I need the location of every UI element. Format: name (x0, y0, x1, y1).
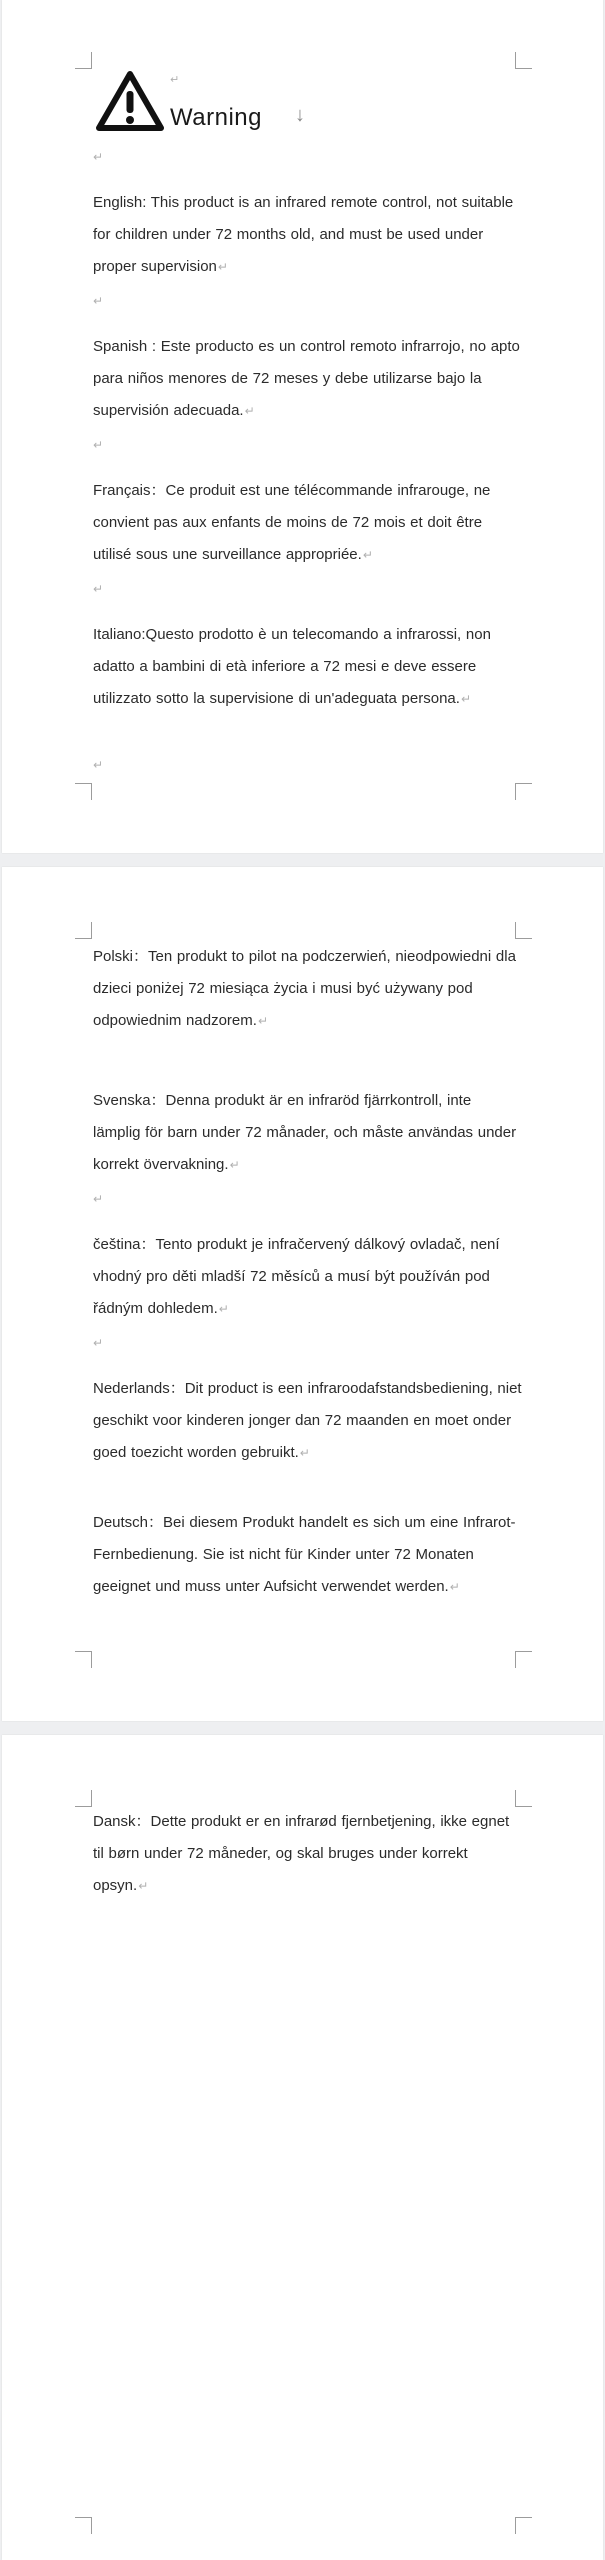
text-german: Deutsch：Bei diesem Produkt handelt es sich um eine Infrarot-Fernbedienung. Sie ist nicht für Kinder unter 72 Monaten geeignet und muss unter Aufsicht verwendet werden. (93, 1514, 516, 1595)
paragraph-dutch (93, 1373, 523, 1469)
paragraph-mark: ↵ (138, 1879, 149, 1893)
paragraph-czech (93, 1229, 523, 1325)
page-corner-mark (515, 1651, 532, 1668)
paragraph-mark: ↵ (257, 1014, 268, 1028)
paragraph-mark: ↵ (460, 692, 471, 706)
page-corner-mark (75, 1651, 92, 1668)
paragraph-german (93, 1507, 523, 1603)
text-czech: čeština：Tento produkt je infračervený dálkový ovladač, není vhodný pro děti mladší 72 měsíců a musí být používán pod řádným dohledem. (93, 1236, 500, 1317)
page-corner-mark (515, 52, 532, 69)
paragraph-mark: ↵ (93, 294, 104, 308)
warning-title: Warning (170, 104, 262, 131)
warning-heading (95, 68, 355, 138)
text-english: English: This product is an infrared remote control, not suitable for children under 72 months old, and must be used under proper supervision (93, 194, 514, 275)
text-swedish: Svenska：Denna produkt är en infraröd fjärrkontroll, inte lämplig för barn under 72 månader, och måste användas under korrekt övervakning. (93, 1092, 517, 1173)
warning-triangle-icon (95, 68, 165, 134)
arrow-down-icon: ↓ (295, 104, 305, 126)
paragraph-mark: ↵ (93, 582, 104, 596)
paragraph-mark: ↵ (93, 758, 104, 772)
text-spanish: Spanish : Este producto es un control remoto infrarrojo, no apto para niños menores de 72 meses y debe utilizarse bajo la supervisión adecuada. (93, 338, 520, 419)
document-page-2 (2, 867, 603, 1721)
paragraph-mark: ↵ (93, 150, 104, 164)
page-corner-mark (75, 52, 92, 69)
paragraph-english (93, 187, 523, 283)
text-danish: Dansk：Dette produkt er en infrarød fjernbetjening, ikke egnet til børn under 72 måneder, og skal bruges under korrekt opsyn. (93, 1813, 510, 1894)
page-corner-mark (75, 783, 92, 800)
page-corner-mark (515, 922, 532, 939)
paragraph-italian (93, 619, 523, 715)
paragraph-mark: ↵ (244, 404, 255, 418)
paragraph-swedish (93, 1085, 523, 1181)
paragraph-polish (93, 941, 523, 1037)
page-corner-mark (75, 922, 92, 939)
paragraph-mark: ↵ (362, 548, 373, 562)
paragraph-danish (93, 1806, 523, 1902)
page-corner-mark (515, 783, 532, 800)
paragraph-mark: ↵ (93, 438, 104, 452)
text-french: Français：Ce produit est une télécommande infrarouge, ne convient pas aux enfants de moins de 72 mois et doit être utilisé sous une surveillance appropriée. (93, 482, 491, 563)
text-dutch: Nederlands：Dit product is een infraroodafstandsbediening, niet geschikt voor kinderen jonger dan 72 maanden en moet onder goed toezicht worden gebruikt. (93, 1380, 522, 1461)
text-polish: Polski：Ten produkt to pilot na podczerwień, nieodpowiedni dla dzieci poniżej 72 miesiąca życia i musi być używany pod odpowiednim nadzorem. (93, 948, 516, 1029)
page-corner-mark (515, 2517, 532, 2534)
paragraph-french (93, 475, 523, 571)
paragraph-mark: ↵ (218, 1302, 229, 1316)
page-corner-mark (515, 1790, 532, 1807)
paragraph-mark: ↵ (217, 260, 228, 274)
paragraph-mark: ↵ (93, 1336, 104, 1350)
paragraph-mark: ↵ (93, 1192, 104, 1206)
paragraph-mark: ↵ (170, 74, 180, 86)
paragraph-mark: ↵ (299, 1446, 310, 1460)
paragraph-mark: ↵ (229, 1158, 240, 1172)
page-corner-mark (75, 1790, 92, 1807)
text-italian: Italiano:Questo prodotto è un telecomando a infrarossi, non adatto a bambini di età inferiore a 72 mesi e deve essere utilizzato sotto la supervisione di un'adeguata persona. (93, 626, 491, 707)
paragraph-spanish (93, 331, 523, 427)
document-page-1 (2, 0, 603, 853)
document-page-3 (2, 1735, 603, 2560)
page-corner-mark (75, 2517, 92, 2534)
paragraph-mark: ↵ (449, 1580, 460, 1594)
